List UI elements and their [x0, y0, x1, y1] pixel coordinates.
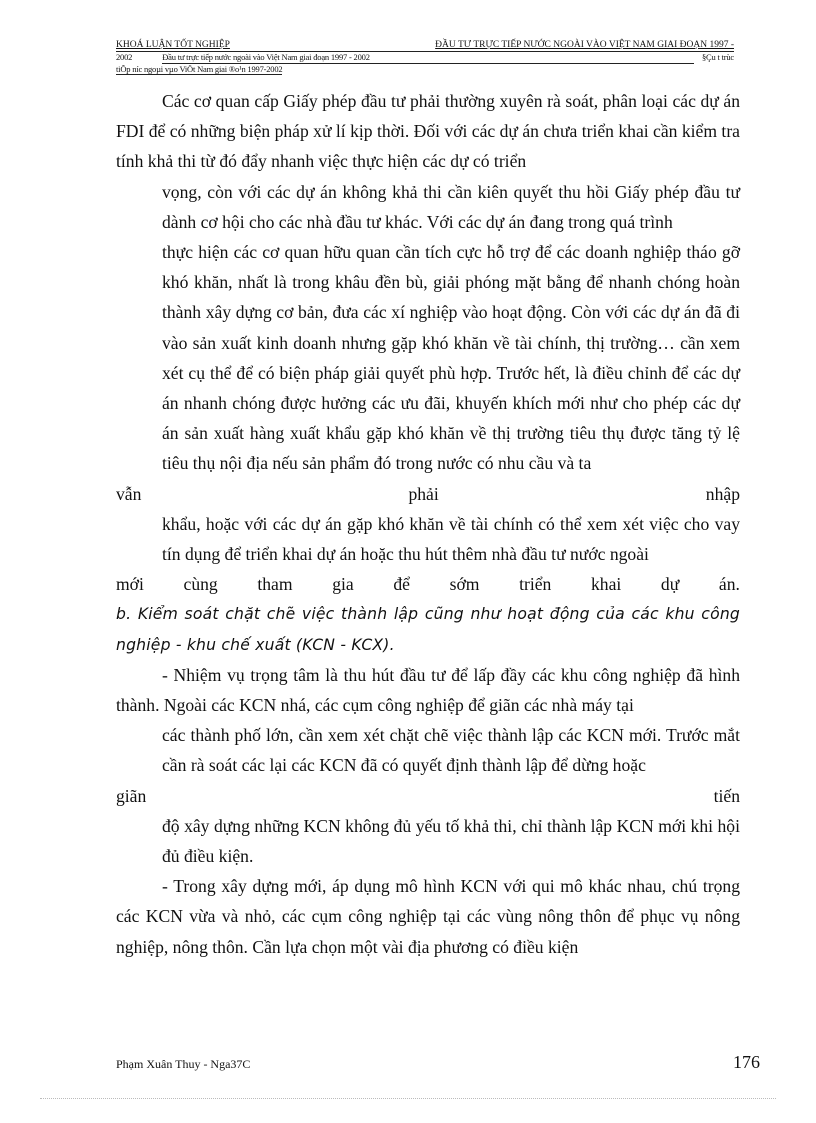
- paragraph-2: vọng, còn với các dự án không khả thi cần kiên quyết thu hồi Giấy phép đầu tư dành cơ hội cho các nhà đầu tư khác. Với các dự án đang trong quá trình: [162, 181, 740, 232]
- paragraph-1: Các cơ quan cấp Giấy phép đầu tư phải thường xuyên rà soát, phân loại các dự án FDI để có những biện pháp xử lí kịp thời. Đối với các dự án chưa triển khai cần kiểm tra tính khả thi từ đó đẩy nhanh việc thực hiện các dự có triển: [116, 91, 740, 172]
- word: cùng: [183, 574, 218, 595]
- running-header-line3: [116, 64, 734, 75]
- header-line2-right: §Çu t trùc: [702, 52, 734, 62]
- word: phải: [408, 483, 439, 504]
- word: triển: [519, 574, 552, 595]
- word: dự: [660, 574, 680, 595]
- word: sớm: [449, 574, 480, 595]
- word: nhập: [705, 483, 740, 504]
- spread-line-3: [116, 781, 740, 811]
- header-left: KHOÁ LUẬN TỐT NGHIỆP: [116, 40, 230, 50]
- section-heading-b: b. Kiểm soát chặt chẽ việc thành lập cũng như hoạt động của các khu công nghiệp - khu chế xuất (KCN - KCX).: [116, 605, 740, 654]
- document-body: [116, 86, 740, 962]
- header-right: ĐẦU TƯ TRỰC TIẾP NƯỚC NGOÀI VÀO VIỆT NAM GIAI ĐOẠN 1997 -: [435, 40, 734, 50]
- header-line2-left: 2002: [116, 52, 133, 62]
- word: vẫn: [116, 483, 142, 504]
- page-number: 176: [733, 1052, 760, 1072]
- header-line2-mid: Đầu tư trực tiếp nước ngoài vào Việt Nam giai đoạn 1997 - 2002: [162, 52, 694, 64]
- word: giãn: [116, 785, 147, 806]
- word: mới: [116, 574, 144, 595]
- word: tiến: [713, 785, 740, 806]
- paragraph-4: khẩu, hoặc với các dự án gặp khó khăn về tài chính có thể xem xét việc cho vay tín dụng để triển khai dự án hoặc thu hút thêm nhà đầu tư nước ngoài: [162, 513, 740, 565]
- word: tham: [257, 574, 293, 595]
- page-edge-divider: [40, 1098, 776, 1099]
- spread-line-1: [116, 479, 740, 509]
- running-header-line2: [116, 52, 734, 64]
- running-header: [116, 40, 734, 52]
- header-line3: tiÕp níc ngoµi vµo ViÖt Nam giai ®o¹n 1997-2002: [116, 64, 283, 74]
- paragraph-6: các thành phố lớn, cần xem xét chặt chẽ việc thành lập các KCN mới. Trước mắt cần rà soát các lại các KCN đã có quyết định thành lập để dừng hoặc: [162, 725, 740, 776]
- footer-author: Phạm Xuân Thuy - Nga37C: [116, 1057, 251, 1071]
- word: gia: [332, 574, 354, 595]
- word: án.: [718, 574, 740, 595]
- paragraph-8: - Trong xây dựng mới, áp dụng mô hình KCN với qui mô khác nhau, chú trọng các KCN vừa và nhỏ, các cụm công nghiệp tại các vùng nông thôn để phục vụ nông nghiệp, nông thôn. Cần lựa chọn một vài địa phương có điều kiện: [116, 876, 740, 957]
- word: để: [393, 574, 410, 595]
- spread-line-2: [116, 569, 740, 599]
- paragraph-5: - Nhiệm vụ trọng tâm là thu hút đầu tư để lấp đầy các khu công nghiệp đã hình thành. Ngoài các KCN nhá, các cụm công nghiệp để giãn các nhà máy tại: [116, 664, 740, 716]
- paragraph-7: độ xây dựng những KCN không đủ yếu tố khả thi, chỉ thành lập KCN mới khi hội đủ điều kiện.: [162, 815, 740, 867]
- paragraph-3: thực hiện các cơ quan hữu quan cần tích cực hỗ trợ để các doanh nghiệp tháo gỡ khó khăn, nhất là trong khâu đền bù, giải phóng mặt bằng để nhanh chóng hoàn thành xây dựng cơ bản, đưa các xí nghiệp vào hoạt động. Còn với các dự án đã đi vào sản xuất kinh doanh nhưng gặp khó khăn về tài chính, thị trường… cần xem xét cụ thể để có biện pháp giải quyết phù hợp. Trước hết, là điều chỉnh để các dự án nhanh chóng được hưởng các ưu đãi, khuyến khích mới như cho phép các dự án sản xuất hàng xuất khẩu gặp khó khăn về thị trường tiêu thụ được tăng tỷ lệ tiêu thụ nội địa nếu sản phẩm đó trong nước có nhu cầu và ta: [162, 242, 740, 474]
- word: khai: [590, 574, 622, 595]
